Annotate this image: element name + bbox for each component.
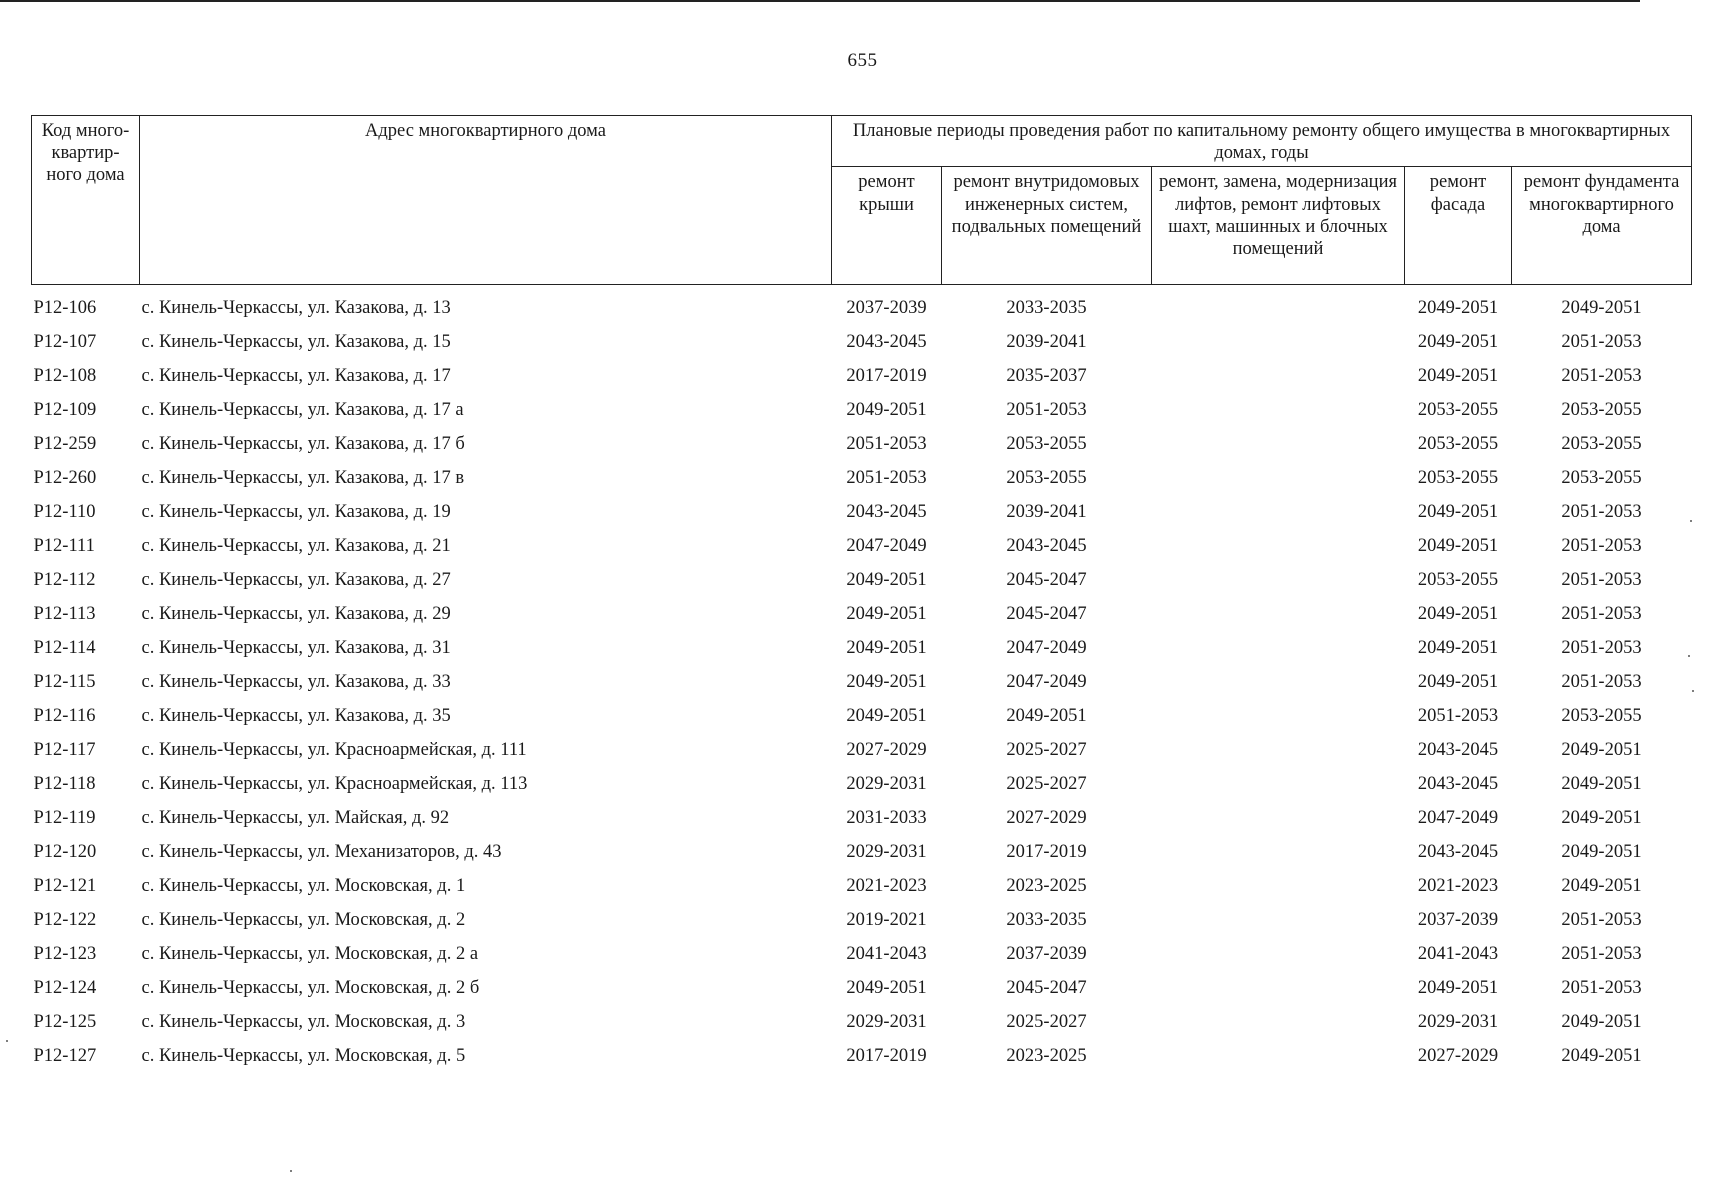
cell-facade: 2041-2043 [1417,944,1499,965]
cell-roof: 2049-2051 [846,978,927,999]
cell-engineering: 2017-2019 [1006,842,1087,863]
cell-facade: 2049-2051 [1417,978,1499,999]
cell-engineering: 2023-2025 [1006,876,1087,897]
cell-roof: 2029-2031 [846,842,927,863]
cell-address: с. Кинель-Черкассы, ул. Московская, д. 1 [141,876,466,897]
cell-foundation: 2051-2053 [1561,366,1642,387]
cell-engineering: 2037-2039 [1006,944,1087,965]
cell-roof: 2021-2023 [846,876,927,897]
cell-engineering: 2033-2035 [1006,298,1087,319]
cell-foundation: 2051-2053 [1561,604,1642,625]
cell-foundation: 2051-2053 [1561,638,1642,659]
cell-roof: 2027-2029 [846,740,927,761]
cell-roof: 2043-2045 [846,332,927,353]
cell-foundation: 2051-2053 [1561,332,1642,353]
cell-engineering: 2025-2027 [1006,774,1087,795]
header-engineering: ремонт внутридомовых инженерных систем, подвальных помещений [942,167,1152,285]
cell-address: с. Кинель-Черкассы, ул. Казакова, д. 31 [141,638,451,659]
cell-lifts [1152,903,1405,937]
cell-roof: 2049-2051 [846,706,927,727]
cell-foundation: 2053-2055 [1561,434,1642,455]
cell-facade: 2021-2023 [1417,876,1499,897]
cell-lifts [1152,563,1405,597]
cell-engineering: 2045-2047 [1006,604,1087,625]
table-row [32,937,1692,971]
cell-code: P12-120 [33,842,97,863]
cell-lifts [1152,869,1405,903]
cell-roof: 2043-2045 [846,502,927,523]
cell-engineering: 2053-2055 [1006,468,1087,489]
scan-speck [6,1040,8,1042]
cell-foundation: 2051-2053 [1561,910,1642,931]
cell-foundation: 2051-2053 [1561,570,1642,591]
cell-address: с. Кинель-Черкассы, ул. Казакова, д. 17 в [141,468,465,489]
scan-speck [1690,520,1692,522]
cell-facade: 2043-2045 [1417,774,1499,795]
cell-lifts [1152,835,1405,869]
cell-roof: 2017-2019 [846,1046,927,1067]
cell-facade: 2049-2051 [1417,332,1499,353]
cell-engineering: 2045-2047 [1006,570,1087,591]
scan-speck [290,1170,292,1172]
table-row [32,495,1692,529]
header-roof: ремонт крыши [832,167,942,285]
cell-roof: 2029-2031 [846,774,927,795]
cell-code: P12-121 [33,876,97,897]
table-row [32,835,1692,869]
cell-lifts [1152,285,1405,326]
cell-address: с. Кинель-Черкассы, ул. Красноармейская, д. 113 [141,774,528,795]
cell-address: с. Кинель-Черкассы, ул. Московская, д. 2 [141,910,466,931]
cell-facade: 2053-2055 [1417,434,1499,455]
cell-roof: 2049-2051 [846,570,927,591]
table-row [32,631,1692,665]
cell-foundation: 2049-2051 [1561,808,1642,829]
cell-facade: 2049-2051 [1417,298,1499,319]
cell-facade: 2053-2055 [1417,468,1499,489]
cell-engineering: 2047-2049 [1006,672,1087,693]
cell-roof: 2017-2019 [846,366,927,387]
table-row [32,665,1692,699]
cell-code: P12-117 [33,740,96,761]
cell-foundation: 2049-2051 [1561,740,1642,761]
cell-facade: 2037-2039 [1417,910,1499,931]
cell-address: с. Кинель-Черкассы, ул. Казакова, д. 29 [141,604,451,625]
cell-lifts [1152,631,1405,665]
cell-roof: 2037-2039 [846,298,927,319]
table-row [32,699,1692,733]
cell-lifts [1152,801,1405,835]
cell-engineering: 2049-2051 [1006,706,1087,727]
cell-code: P12-106 [33,298,97,319]
cell-code: P12-110 [33,502,96,523]
cell-facade: 2029-2031 [1417,1012,1499,1033]
cell-lifts [1152,597,1405,631]
cell-code: P12-108 [33,366,97,387]
table-row [32,971,1692,1005]
table-row [32,1039,1692,1073]
cell-address: с. Кинель-Черкассы, ул. Казакова, д. 19 [141,502,451,523]
cell-lifts [1152,1039,1405,1073]
header-code: Код много-квартир-ного дома [32,116,140,285]
cell-address: с. Кинель-Черкассы, ул. Майская, д. 92 [141,808,450,829]
cell-code: P12-118 [33,774,96,795]
cell-roof: 2049-2051 [846,400,927,421]
cell-facade: 2049-2051 [1417,672,1499,693]
cell-code: P12-107 [33,332,97,353]
cell-facade: 2043-2045 [1417,740,1499,761]
table-row [32,529,1692,563]
header-periods-group: Плановые периоды проведения работ по капитальному ремонту общего имущества в многоквартирных домах, годы [832,116,1692,167]
cell-code: P12-113 [33,604,96,625]
cell-code: P12-111 [33,536,95,557]
cell-foundation: 2053-2055 [1561,400,1642,421]
cell-address: с. Кинель-Черкассы, ул. Казакова, д. 15 [141,332,451,353]
table-row [32,767,1692,801]
cell-engineering: 2039-2041 [1006,502,1087,523]
cell-address: с. Кинель-Черкассы, ул. Механизаторов, д. 43 [141,842,502,863]
cell-roof: 2041-2043 [846,944,927,965]
cell-engineering: 2035-2037 [1006,366,1087,387]
cell-facade: 2043-2045 [1417,842,1499,863]
cell-lifts [1152,461,1405,495]
cell-roof: 2029-2031 [846,1012,927,1033]
cell-facade: 2049-2051 [1417,502,1499,523]
cell-foundation: 2049-2051 [1561,876,1642,897]
cell-lifts [1152,325,1405,359]
cell-foundation: 2049-2051 [1561,298,1642,319]
cell-code: P12-109 [33,400,97,421]
table-row [32,461,1692,495]
table-row [32,597,1692,631]
table-row [32,325,1692,359]
cell-lifts [1152,699,1405,733]
cell-roof: 2049-2051 [846,638,927,659]
cell-foundation: 2053-2055 [1561,706,1642,727]
cell-code: P12-260 [33,468,97,489]
cell-roof: 2049-2051 [846,604,927,625]
header-lifts: ремонт, замена, модернизация лифтов, ремонт лифтовых шахт, машинных и блочных помещений [1152,167,1405,285]
cell-roof: 2051-2053 [846,434,927,455]
header-facade: ремонт фасада [1405,167,1512,285]
cell-lifts [1152,767,1405,801]
cell-lifts [1152,665,1405,699]
cell-engineering: 2045-2047 [1006,978,1087,999]
cell-address: с. Кинель-Черкассы, ул. Казакова, д. 17 а [141,400,464,421]
cell-code: P12-114 [33,638,96,659]
cell-lifts [1152,529,1405,563]
cell-foundation: 2053-2055 [1561,468,1642,489]
cell-lifts [1152,937,1405,971]
cell-facade: 2049-2051 [1417,638,1499,659]
cell-code: P12-259 [33,434,97,455]
cell-engineering: 2051-2053 [1006,400,1087,421]
table-row [32,359,1692,393]
cell-facade: 2047-2049 [1417,808,1499,829]
cell-lifts [1152,427,1405,461]
scan-speck [1692,690,1694,692]
cell-code: P12-116 [33,706,96,727]
cell-lifts [1152,733,1405,767]
cell-code: P12-123 [33,944,97,965]
cell-foundation: 2051-2053 [1561,978,1642,999]
header-foundation: ремонт фундамента многоквартирного дома [1512,167,1692,285]
header-address: Адрес многоквартирного дома [140,116,832,285]
cell-code: P12-115 [33,672,96,693]
cell-roof: 2031-2033 [846,808,927,829]
cell-address: с. Кинель-Черкассы, ул. Казакова, д. 35 [141,706,451,727]
cell-lifts [1152,393,1405,427]
cell-address: с. Кинель-Черкассы, ул. Казакова, д. 17 б [141,434,465,455]
cell-address: с. Кинель-Черкассы, ул. Казакова, д. 17 [141,366,451,387]
cell-engineering: 2025-2027 [1006,1012,1087,1033]
top-rule [0,0,1640,2]
cell-engineering: 2023-2025 [1006,1046,1087,1067]
cell-engineering: 2053-2055 [1006,434,1087,455]
cell-address: с. Кинель-Черкассы, ул. Казакова, д. 13 [141,298,451,319]
table-row [32,1005,1692,1039]
table-row [32,393,1692,427]
cell-code: P12-124 [33,978,97,999]
cell-foundation: 2049-2051 [1561,842,1642,863]
table-body [32,285,1692,1074]
scan-speck [1688,655,1690,657]
cell-address: с. Кинель-Черкассы, ул. Московская, д. 3 [141,1012,466,1033]
cell-address: с. Кинель-Черкассы, ул. Казакова, д. 33 [141,672,451,693]
cell-engineering: 2033-2035 [1006,910,1087,931]
table-row [32,733,1692,767]
cell-facade: 2053-2055 [1417,570,1499,591]
cell-code: P12-119 [33,808,96,829]
cell-foundation: 2049-2051 [1561,1012,1642,1033]
cell-engineering: 2039-2041 [1006,332,1087,353]
cell-facade: 2049-2051 [1417,604,1499,625]
table-row [32,563,1692,597]
cell-address: с. Кинель-Черкассы, ул. Казакова, д. 21 [141,536,451,557]
cell-roof: 2049-2051 [846,672,927,693]
cell-address: с. Кинель-Черкассы, ул. Московская, д. 5 [141,1046,466,1067]
cell-code: P12-112 [33,570,96,591]
cell-lifts [1152,971,1405,1005]
cell-lifts [1152,1005,1405,1039]
table-row [32,903,1692,937]
cell-roof: 2051-2053 [846,468,927,489]
cell-address: с. Кинель-Черкассы, ул. Московская, д. 2 б [141,978,480,999]
cell-lifts [1152,359,1405,393]
cell-facade: 2053-2055 [1417,400,1499,421]
cell-foundation: 2049-2051 [1561,1046,1642,1067]
cell-code: P12-125 [33,1012,97,1033]
cell-lifts [1152,495,1405,529]
cell-engineering: 2025-2027 [1006,740,1087,761]
table-row [32,427,1692,461]
table-row [32,869,1692,903]
cell-roof: 2047-2049 [846,536,927,557]
cell-foundation: 2049-2051 [1561,774,1642,795]
cell-engineering: 2027-2029 [1006,808,1087,829]
page-number: 655 [847,50,878,71]
table-row [32,285,1692,326]
cell-facade: 2027-2029 [1417,1046,1499,1067]
cell-foundation: 2051-2053 [1561,536,1642,557]
capital-repair-table [31,115,1692,1073]
cell-facade: 2049-2051 [1417,366,1499,387]
cell-facade: 2051-2053 [1417,706,1499,727]
cell-engineering: 2043-2045 [1006,536,1087,557]
cell-address: с. Кинель-Черкассы, ул. Красноармейская, д. 111 [141,740,527,761]
cell-facade: 2049-2051 [1417,536,1499,557]
cell-address: с. Кинель-Черкассы, ул. Московская, д. 2 а [141,944,479,965]
cell-code: P12-127 [33,1046,97,1067]
cell-foundation: 2051-2053 [1561,944,1642,965]
cell-code: P12-122 [33,910,97,931]
cell-engineering: 2047-2049 [1006,638,1087,659]
cell-foundation: 2051-2053 [1561,672,1642,693]
cell-foundation: 2051-2053 [1561,502,1642,523]
cell-roof: 2019-2021 [846,910,927,931]
table-row [32,801,1692,835]
cell-address: с. Кинель-Черкассы, ул. Казакова, д. 27 [141,570,451,591]
